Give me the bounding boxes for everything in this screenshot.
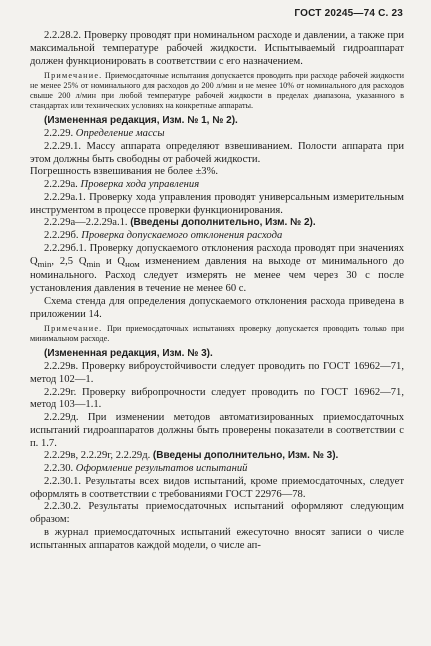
note-1-text: Приемосдаточные испытания допускается проводить при расходе рабочей жидкости не менее 25% от номинального для расходов до 200 л/мин и не менее 10% от номинального для расходов свыше 200 л/мин при любой температуре рабочей жидкости в пределах диапазона, указанного в стандартах или технических условиях на конкретные аппараты. bbox=[30, 71, 404, 111]
subscript-nom: ном bbox=[125, 258, 140, 269]
note-2-text: При приемосдаточных испытаниях проверку допускается проводить только при минимальном расходе. bbox=[30, 324, 404, 344]
note-2-label: Примечание. bbox=[44, 324, 103, 334]
paragraph-2-2-29v: 2.2.29в. Проверку виброустойчивости следует проводить по ГОСТ 16962—71, метод 102—1. bbox=[30, 361, 404, 385]
subscript-min-2: min bbox=[86, 258, 101, 269]
page-header: ГОСТ 20245—74 С. 23 bbox=[294, 8, 403, 19]
intro-note-1-range: 2.2.29а—2.2.29а.1. bbox=[44, 217, 128, 229]
paragraph-error: Погрешность взвешивания не более ±3%. bbox=[30, 166, 219, 178]
heading-2-2-30-number: 2.2.30. bbox=[44, 463, 74, 475]
paragraph-2-2-29a-1: 2.2.29а.1. Проверку хода управления проводят универсальным измерительным инструментом в процессе проверки функционирования. bbox=[30, 191, 404, 216]
note-1-label: Примечание. bbox=[44, 71, 103, 81]
paragraph-2-2-30-1: 2.2.30.1. Результаты всех видов испытаний, кроме приемосдаточных, следует оформлять в соответствии с требованиями ГОСТ 22976—78. bbox=[30, 475, 404, 500]
heading-2-2-29a bbox=[30, 179, 404, 192]
heading-2-2-29a-number: 2.2.29а. bbox=[44, 179, 78, 190]
note-2 bbox=[30, 324, 404, 344]
paragraph-2-2-29-1: 2.2.29.1. Массу аппарата определяют взвешиванием. Полости аппарата при этом должны быть свободны от рабочей жидкости. bbox=[30, 140, 404, 165]
paragraph-journal: в журнал приемосдаточных испытаний ежесуточно вносят записи о числе испытанных аппаратов каждой модели, о числе ап- bbox=[30, 526, 404, 551]
heading-2-2-30 bbox=[30, 463, 404, 476]
heading-2-2-29b-number: 2.2.29б. bbox=[44, 230, 79, 241]
text-part-a: 2.2.29б.1. Проверку допускаемого отклонения расхода проводят при значениях Q bbox=[30, 242, 404, 267]
paragraph-2-2-29d: 2.2.29д. При изменении методов автоматизированных приемосдаточных испытаний гидроаппаратов должны быть проверены показатели в соответствии с п. 1.7. bbox=[30, 412, 404, 449]
paragraph-2-2-30-2: 2.2.30.2. Результаты приемосдаточных испытаний оформляют следующим образом: bbox=[30, 501, 404, 526]
heading-2-2-29-number: 2.2.29. bbox=[44, 128, 74, 139]
document-body bbox=[30, 30, 404, 552]
intro-note-2 bbox=[30, 450, 404, 463]
edit-note-2: (Измененная редакция, Изм. № 3). bbox=[44, 348, 213, 360]
note-1 bbox=[30, 71, 404, 111]
paragraph-2-2-28-2: 2.2.28.2. Проверку проводят при номинальном расходе и давлении, а также при максимальной температуре рабочей жидкости. Испытываемый гидроаппарат должен функционировать в соответствии с его назначением. bbox=[30, 30, 404, 67]
text-part-c: и Q bbox=[100, 255, 126, 267]
heading-2-2-29 bbox=[30, 128, 404, 141]
paragraph-2-2-29b-1 bbox=[30, 243, 404, 296]
heading-2-2-29b-title: Проверка допускаемого отклонения расхода bbox=[81, 230, 283, 241]
edit-note-1: (Измененная редакция, Изм. № 1, № 2). bbox=[44, 115, 238, 127]
heading-2-2-29b bbox=[30, 230, 404, 243]
heading-2-2-30-title: Оформление результатов испытаний bbox=[75, 463, 248, 475]
heading-2-2-29a-title: Проверка хода управления bbox=[80, 179, 200, 190]
heading-2-2-29-title: Определение массы bbox=[75, 128, 165, 139]
intro-note-1-text: (Введены дополнительно, Изм. № 2). bbox=[130, 217, 316, 229]
subscript-min-1: min bbox=[37, 258, 52, 269]
paragraph-2-2-29g: 2.2.29г. Проверку вибропрочности следует проводить по ГОСТ 16962—71, метод 103—1.1. bbox=[30, 386, 404, 411]
intro-note-2-text: (Введены дополнительно, Изм. № 3). bbox=[152, 450, 339, 462]
text-part-d: изменением давления на выходе от минимального до номинального. Расход следует измерять не менее чем через 30 с после установления давления в течение не менее 60 с. bbox=[30, 255, 404, 295]
paragraph-scheme: Схема стенда для определения допускаемого отклонения расхода приведена в приложении 14. bbox=[30, 295, 404, 320]
intro-note-2-range: 2.2.29в, 2.2.29г, 2.2.29д. bbox=[44, 450, 151, 462]
text-part-b: , 2,5 Q bbox=[51, 255, 87, 267]
intro-note-1 bbox=[30, 217, 404, 230]
